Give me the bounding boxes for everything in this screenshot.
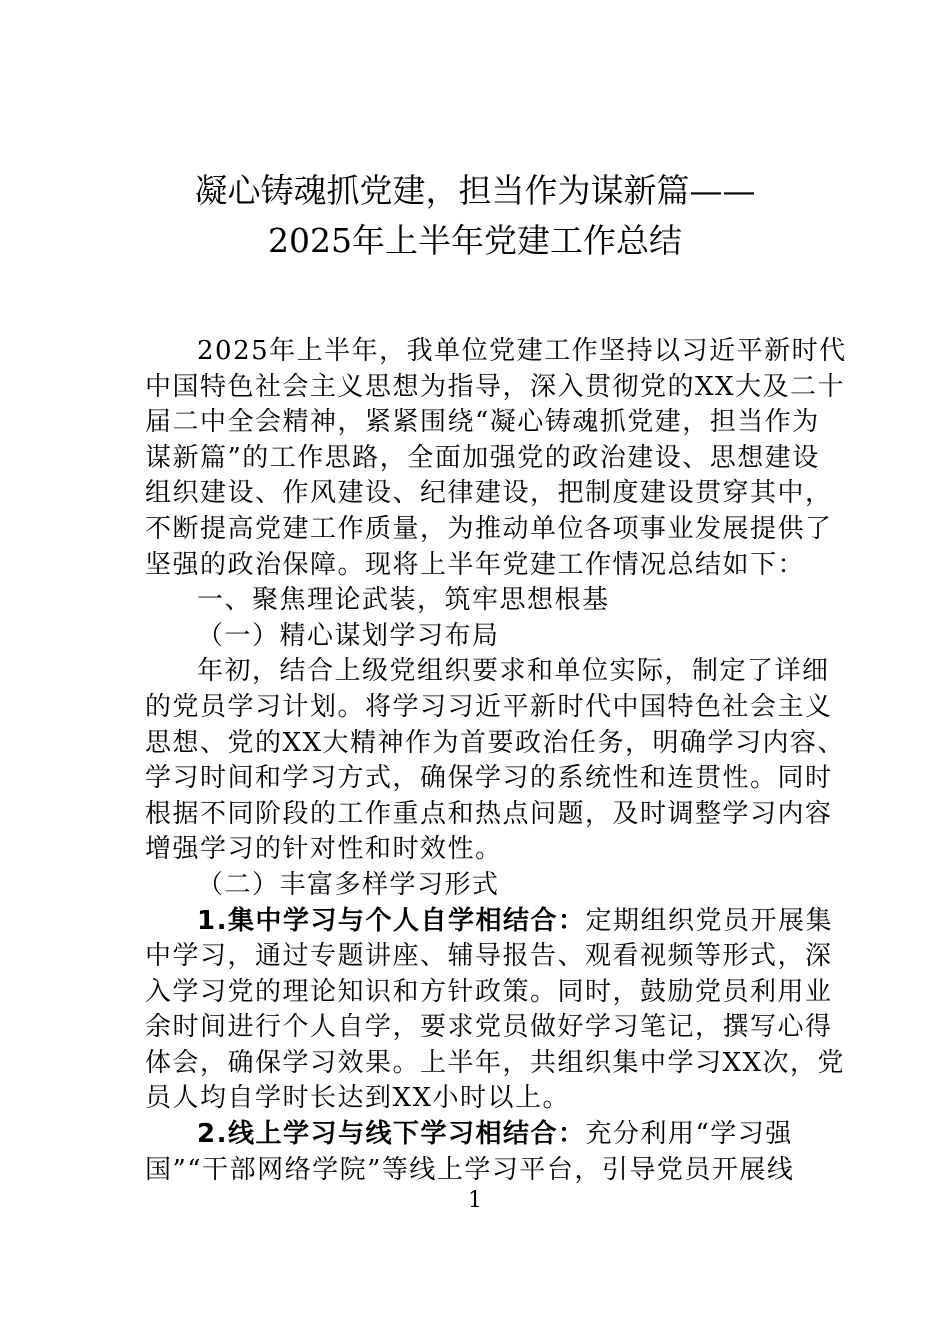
paragraph-text: 定期组织党员开展集 — [585, 905, 833, 936]
paragraph-line: 年初，结合上级党组织要求和单位实际，制定了详细 — [197, 656, 830, 687]
paragraph-line: 中国特色社会主义思想为指导，深入贯彻党的XX大及二十 — [145, 371, 846, 402]
page-number: 1 — [468, 1188, 482, 1213]
paragraph-line: 届二中全会精神，紧紧围绕“凝心铸魂抓党建，担当作为 — [145, 407, 820, 438]
paragraph-line: 的党员学习计划。将学习习近平新时代中国特色社会主义 — [145, 691, 833, 722]
paragraph-line: 坚强的政治保障。现将上半年党建工作情况总结如下： — [145, 549, 806, 580]
paragraph-line: 谋新篇”的工作思路，全面加强党的政治建设、思想建设 — [145, 442, 820, 473]
paragraph-line: 不断提高党建工作质量，为推动单位各项事业发展提供了 — [145, 513, 833, 544]
paragraph-line: 2025年上半年，我单位党建工作坚持以习近平新时代 — [197, 336, 847, 366]
paragraph-line: 组织建设、作风建设、纪律建设，把制度建设贯穿其中， — [145, 478, 833, 509]
paragraph-line: 增强学习的针对性和时效性。 — [145, 834, 503, 865]
section-heading: 一、聚焦理论武装，筑牢思想根基 — [197, 585, 610, 616]
paragraph-line: 体会，确保学习效果。上半年，共组织集中学习XX次，党 — [145, 1047, 846, 1078]
document-title-line1: 凝心铸魂抓党建，担当作为谋新篇—— — [194, 171, 756, 210]
paragraph-line: 国”“干部网络学院”等线上学习平台，引导党员开展线 — [145, 1154, 795, 1185]
document-title-line2: 2025年上半年党建工作总结 — [268, 221, 682, 260]
paragraph-line: 中学习，通过专题讲座、辅导报告、观看视频等形式，深 — [145, 941, 833, 972]
paragraph-line: 入学习党的理论知识和方针政策。同时，鼓励党员利用业 — [145, 976, 833, 1007]
subsection-heading: （二）丰富多样学习形式 — [197, 869, 500, 900]
paragraph-line — [145, 1117, 815, 1153]
document-body — [145, 334, 847, 1188]
paragraph-line: 余时间进行个人自学，要求党员做好学习笔记，撰写心得 — [145, 1012, 833, 1043]
paragraph-line: 根据不同阶段的工作重点和热点问题，及时调整学习内容 — [145, 798, 833, 829]
bold-lead-1: 1.集中学习与个人自学相结合： — [197, 905, 586, 936]
paragraph-line — [145, 904, 833, 940]
paragraph-text: 充分利用“学习强 — [585, 1119, 793, 1150]
bold-lead-2: 2.线上学习与线下学习相结合： — [197, 1119, 586, 1150]
paragraph-line: 员人均自学时长达到XX小时以上。 — [145, 1083, 571, 1114]
subsection-heading: （一）精心谋划学习布局 — [197, 620, 500, 651]
paragraph-line: 学习时间和学习方式，确保学习的系统性和连贯性。同时 — [145, 763, 833, 794]
paragraph-line: 思想、党的XX大精神作为首要政治任务，明确学习内容、 — [145, 727, 846, 758]
